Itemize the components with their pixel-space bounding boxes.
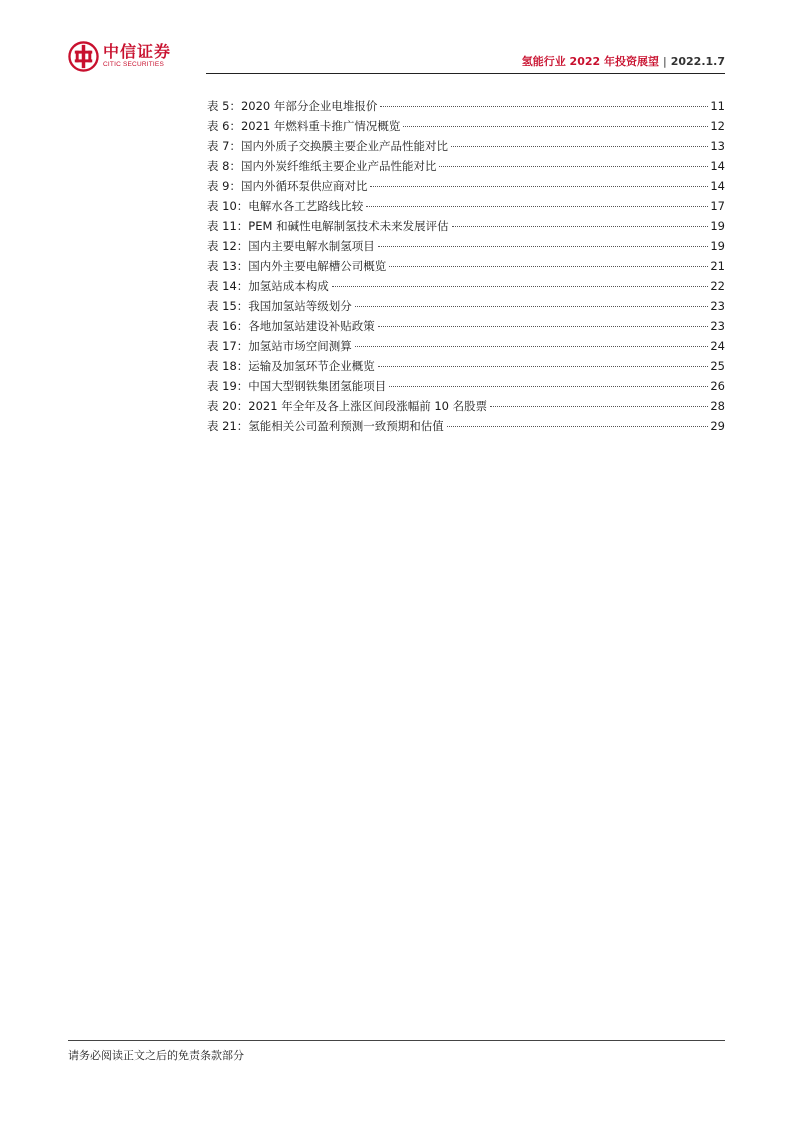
table-of-contents <box>207 96 725 436</box>
toc-entry[interactable] <box>207 176 725 196</box>
toc-entry-title: 表 6：2021 年燃料重卡推广情况概览 <box>207 119 401 133</box>
toc-entry[interactable] <box>207 416 725 436</box>
header-divider <box>206 73 725 74</box>
toc-entry-page: 28 <box>710 399 725 413</box>
toc-entry-title: 表 16：各地加氢站建设补贴政策 <box>207 319 375 333</box>
toc-entry-page: 29 <box>710 419 725 433</box>
toc-entry-page: 14 <box>710 179 725 193</box>
toc-entry[interactable] <box>207 156 725 176</box>
toc-dot-leader <box>380 106 708 107</box>
toc-dot-leader <box>490 406 708 407</box>
toc-entry-page: 11 <box>710 99 725 113</box>
toc-entry-title: 表 11：PEM 和碱性电解制氢技术未来发展评估 <box>207 219 449 233</box>
toc-entry-page: 19 <box>710 239 725 253</box>
toc-entry[interactable] <box>207 96 725 116</box>
toc-dot-leader <box>355 306 709 307</box>
brand-name-cn: 中信证券 <box>103 42 172 61</box>
toc-entry-page: 23 <box>710 299 725 313</box>
toc-entry-title: 表 14：加氢站成本构成 <box>207 279 329 293</box>
toc-entry-title: 表 10：电解水各工艺路线比较 <box>207 199 364 213</box>
toc-entry-title: 表 17：加氢站市场空间测算 <box>207 339 352 353</box>
toc-entry-page: 13 <box>710 139 725 153</box>
toc-entry-title: 表 21：氢能相关公司盈利预测一致预期和估值 <box>207 419 444 433</box>
toc-dot-leader <box>389 266 708 267</box>
toc-dot-leader <box>403 126 708 127</box>
toc-entry[interactable] <box>207 376 725 396</box>
toc-entry[interactable] <box>207 196 725 216</box>
toc-dot-leader <box>370 186 708 187</box>
toc-entry-title: 表 20：2021 年全年及各上涨区间段涨幅前 10 名股票 <box>207 399 488 413</box>
toc-entry-title: 表 9：国内外循环泵供应商对比 <box>207 179 368 193</box>
toc-entry-page: 21 <box>710 259 725 273</box>
toc-entry-page: 17 <box>710 199 725 213</box>
toc-dot-leader <box>378 366 709 367</box>
toc-entry[interactable] <box>207 256 725 276</box>
toc-entry[interactable] <box>207 336 725 356</box>
toc-entry-page: 24 <box>710 339 725 353</box>
toc-entry[interactable] <box>207 296 725 316</box>
toc-entry-page: 12 <box>710 119 725 133</box>
toc-entry[interactable] <box>207 316 725 336</box>
report-header <box>522 55 725 69</box>
toc-dot-leader <box>355 346 709 347</box>
toc-entry-title: 表 5：2020 年部分企业电堆报价 <box>207 99 378 113</box>
citic-logo <box>68 40 171 72</box>
report-topic: 氢能行业 2022 年投资展望 <box>521 55 659 68</box>
header-separator: | <box>663 55 667 68</box>
footer-disclaimer: 请务必阅读正文之后的免责条款部分 <box>68 1049 244 1062</box>
toc-entry[interactable] <box>207 136 725 156</box>
toc-dot-leader <box>452 226 709 227</box>
toc-entry[interactable] <box>207 236 725 256</box>
brand-name-en: CITIC SECURITIES <box>103 61 164 68</box>
toc-dot-leader <box>447 426 709 427</box>
toc-entry-page: 14 <box>710 159 725 173</box>
toc-entry-page: 25 <box>710 359 725 373</box>
toc-dot-leader <box>378 326 709 327</box>
report-date: 2022.1.7 <box>670 55 725 68</box>
toc-dot-leader <box>439 166 708 167</box>
toc-entry-title: 表 18：运输及加氢环节企业概览 <box>207 359 375 373</box>
toc-dot-leader <box>389 386 708 387</box>
toc-entry[interactable] <box>207 356 725 376</box>
toc-entry[interactable] <box>207 216 725 236</box>
toc-entry-title: 表 13：国内外主要电解槽公司概览 <box>207 259 387 273</box>
toc-entry-page: 19 <box>710 219 725 233</box>
toc-dot-leader <box>366 206 708 207</box>
toc-dot-leader <box>332 286 709 287</box>
toc-entry-title: 表 7：国内外质子交换膜主要企业产品性能对比 <box>207 139 448 153</box>
footer-divider <box>68 1040 725 1041</box>
toc-entry[interactable] <box>207 276 725 296</box>
toc-entry-page: 26 <box>710 379 725 393</box>
toc-entry-title: 表 12：国内主要电解水制氢项目 <box>207 239 375 253</box>
toc-dot-leader <box>451 146 708 147</box>
toc-entry[interactable] <box>207 116 725 136</box>
toc-entry[interactable] <box>207 396 725 416</box>
toc-entry-title: 表 8：国内外炭纤维纸主要企业产品性能对比 <box>207 159 437 173</box>
toc-entry-page: 22 <box>710 279 725 293</box>
toc-entry-title: 表 15：我国加氢站等级划分 <box>207 299 352 313</box>
toc-dot-leader <box>378 246 709 247</box>
citic-logo-icon <box>68 41 99 72</box>
toc-entry-title: 表 19：中国大型钢铁集团氢能项目 <box>207 379 387 393</box>
toc-entry-page: 23 <box>710 319 725 333</box>
